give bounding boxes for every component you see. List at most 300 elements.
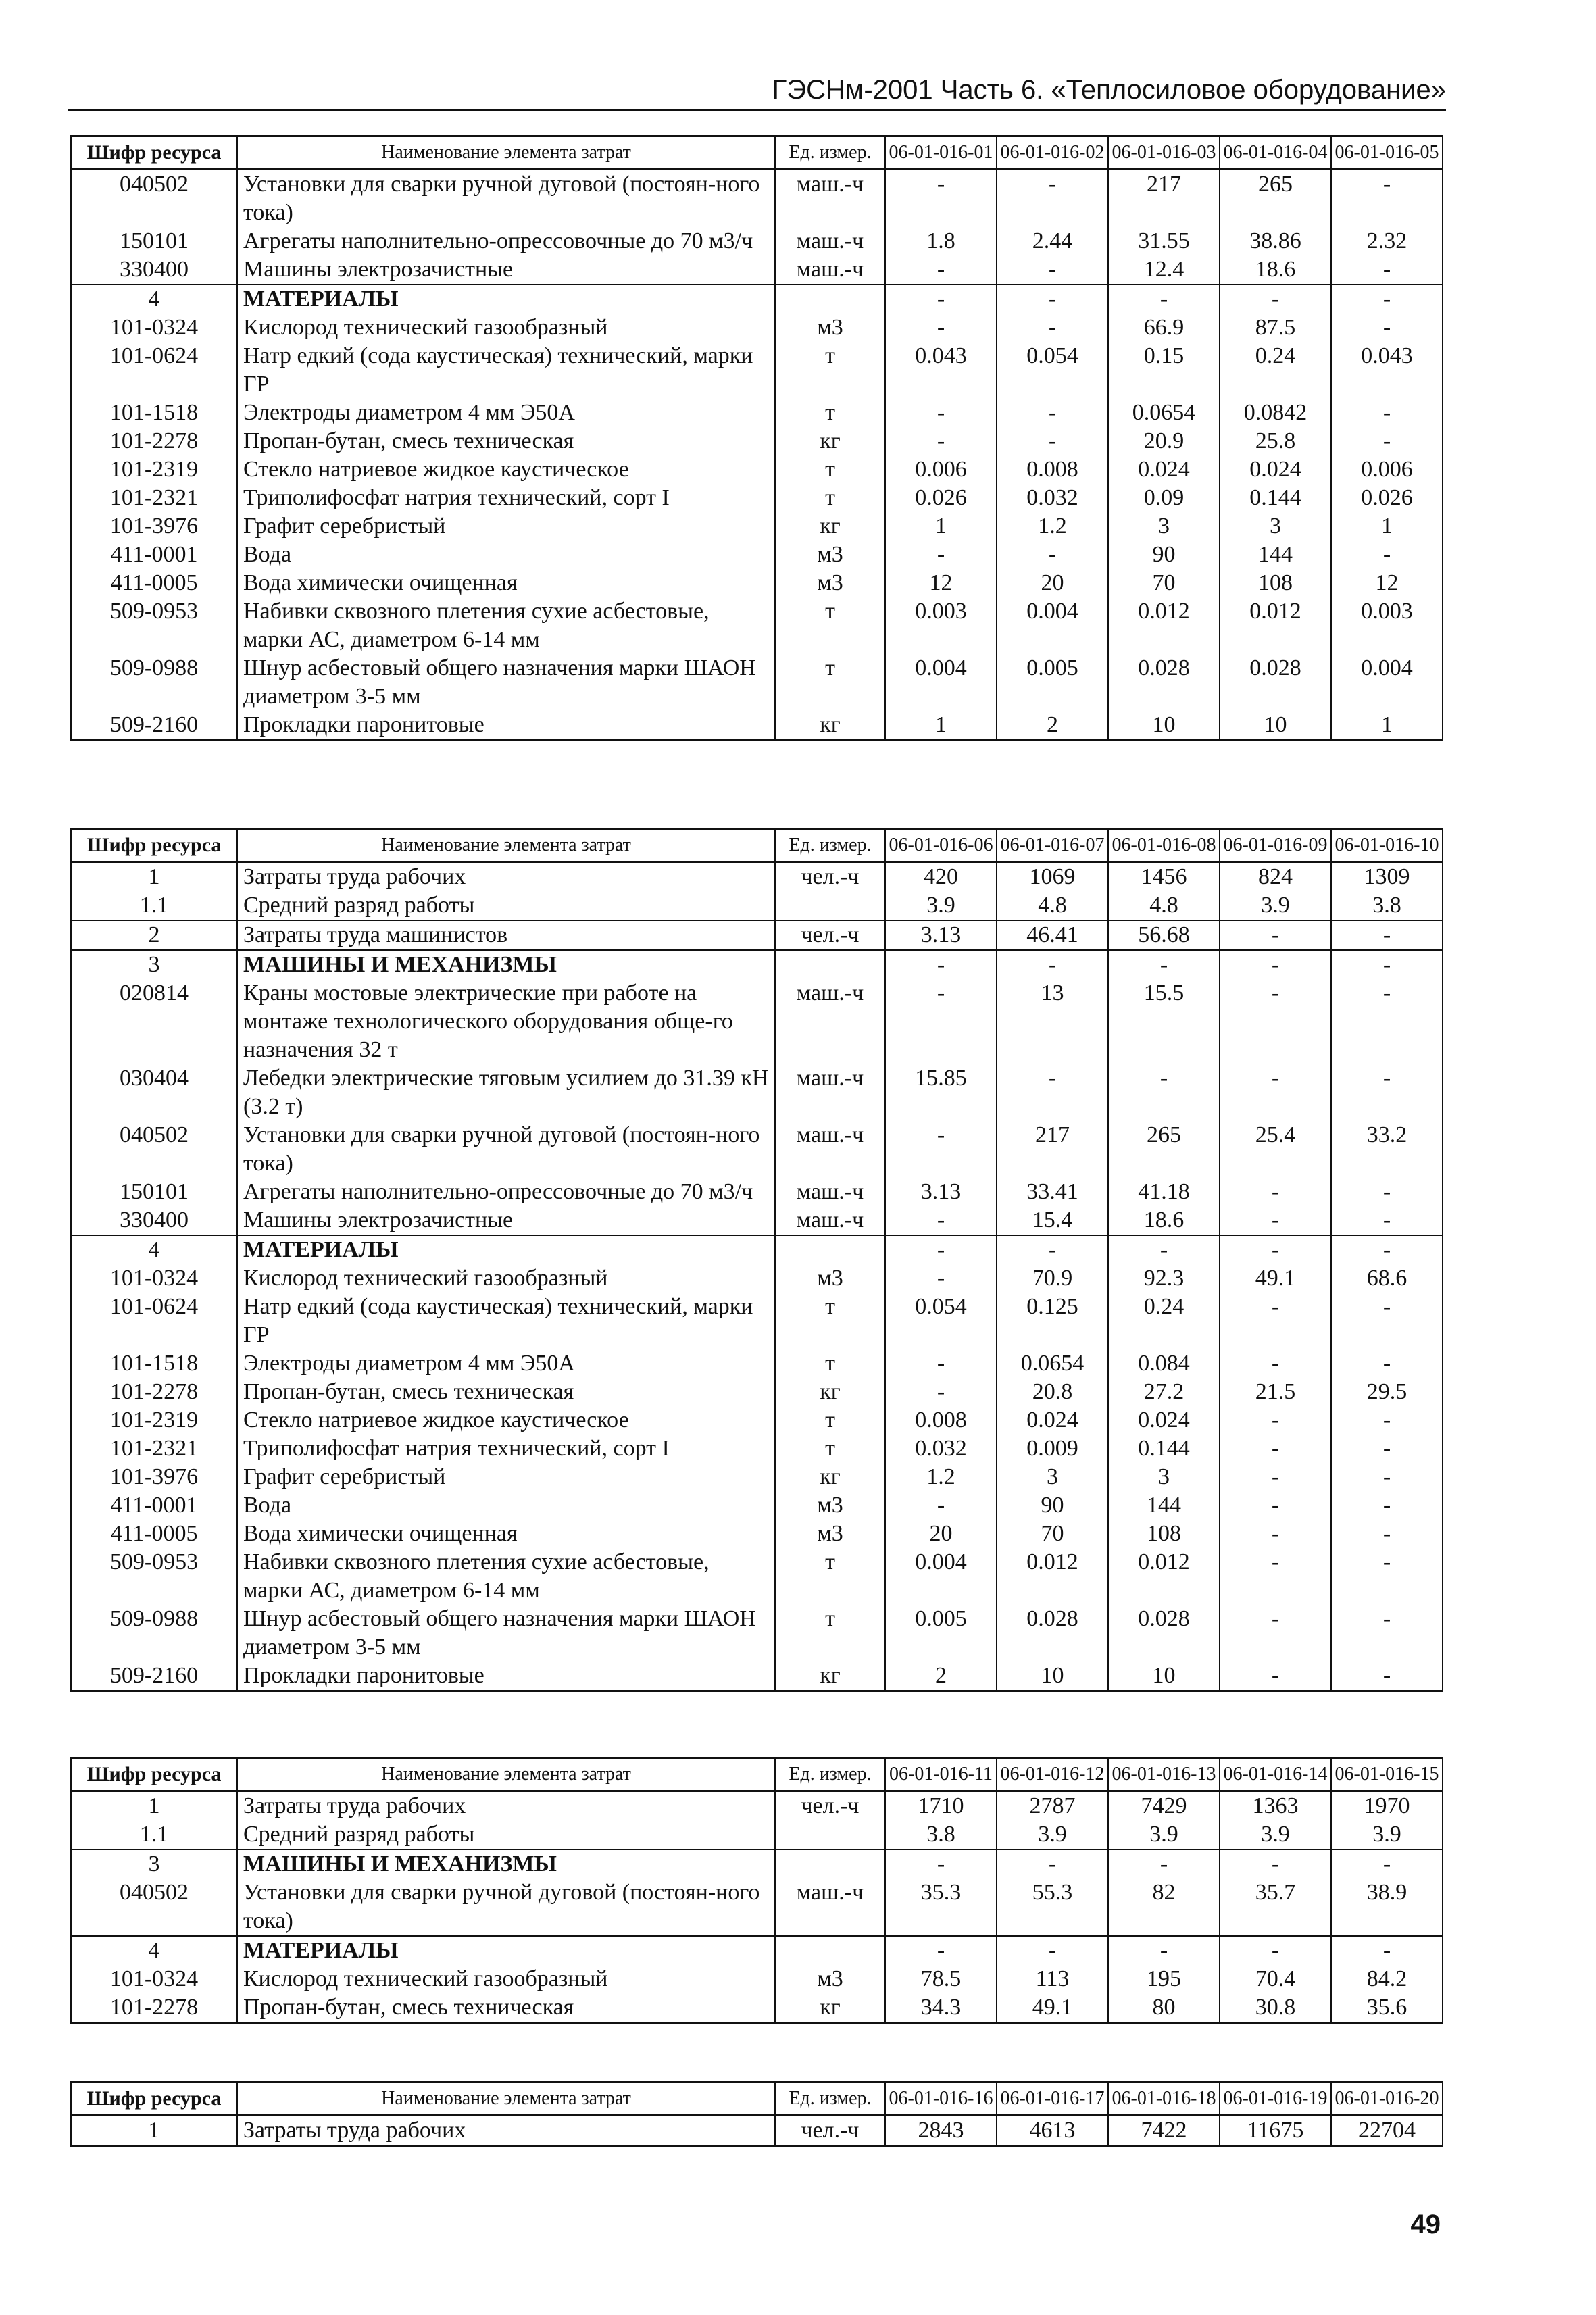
cell-unit: т — [775, 597, 885, 654]
cell-value: 2.32 — [1331, 227, 1443, 255]
cell-value: 12.4 — [1108, 255, 1220, 284]
cell-code: 101-0624 — [71, 1293, 237, 1349]
cell-value: - — [1220, 1849, 1331, 1878]
cell-code: 509-0988 — [71, 1605, 237, 1662]
header-norm-code: 06-01-016-01 — [885, 136, 997, 170]
cell-value: - — [1331, 1463, 1443, 1491]
cell-code: 3 — [71, 1849, 237, 1878]
cell-value: 420 — [885, 862, 997, 892]
cell-value: 0.054 — [997, 342, 1108, 399]
cell-value: 15.5 — [1108, 979, 1220, 1064]
cell-value: 4.8 — [997, 891, 1108, 920]
header-norm-code: 06-01-016-19 — [1220, 2083, 1331, 2116]
cell-value: 144 — [1108, 1491, 1220, 1520]
cell-value: 0.032 — [997, 484, 1108, 512]
table-row — [71, 1605, 1443, 1662]
cell-code: 1 — [71, 862, 237, 892]
cell-name: МАШИНЫ И МЕХАНИЗМЫ — [237, 1849, 775, 1878]
cell-value: 824 — [1220, 862, 1331, 892]
cell-value: 0.0654 — [997, 1349, 1108, 1378]
cell-value: 84.2 — [1331, 1965, 1443, 1993]
cell-unit: т — [775, 654, 885, 711]
table-row — [71, 1378, 1443, 1406]
cell-value: 217 — [997, 1121, 1108, 1178]
cell-name: Триполифосфат натрия технический, сорт I — [237, 1435, 775, 1463]
cell-unit: чел.-ч — [775, 2116, 885, 2146]
cell-unit: кг — [775, 1463, 885, 1491]
header-norm-code: 06-01-016-13 — [1108, 1758, 1220, 1791]
header-norm-code: 06-01-016-10 — [1331, 829, 1443, 862]
cell-value: 3.9 — [1331, 1820, 1443, 1849]
cell-value: 1970 — [1331, 1791, 1443, 1821]
cell-code: 4 — [71, 1936, 237, 1965]
cell-value: 0.008 — [885, 1406, 997, 1435]
table-row — [71, 1820, 1443, 1849]
table-row — [71, 654, 1443, 711]
cell-value: - — [1220, 950, 1331, 979]
table-row — [71, 1662, 1443, 1691]
cell-value: - — [885, 255, 997, 284]
table-row — [71, 1936, 1443, 1965]
cell-unit: маш.-ч — [775, 1178, 885, 1206]
cell-value: 3 — [1108, 1463, 1220, 1491]
cell-value: - — [885, 427, 997, 455]
cell-value: - — [1331, 255, 1443, 284]
table-row — [71, 920, 1443, 950]
cell-value: - — [885, 1206, 997, 1235]
cell-value: 20 — [997, 569, 1108, 597]
cell-value: - — [1220, 1936, 1331, 1965]
cell-name: Затраты труда рабочих — [237, 862, 775, 892]
cell-name: Вода — [237, 541, 775, 569]
cell-unit: т — [775, 1605, 885, 1662]
table-row — [71, 1849, 1443, 1878]
cell-value: - — [1220, 979, 1331, 1064]
table-row — [71, 711, 1443, 741]
cell-value: 0.003 — [1331, 597, 1443, 654]
header-norm-code: 06-01-016-02 — [997, 136, 1108, 170]
cell-value: - — [885, 1121, 997, 1178]
cell-unit — [775, 1820, 885, 1849]
cell-code: 411-0001 — [71, 1491, 237, 1520]
cell-name: Машины электрозачистные — [237, 1206, 775, 1235]
cell-value: - — [885, 314, 997, 342]
header-norm-code: 06-01-016-17 — [997, 2083, 1108, 2116]
table-row — [71, 1064, 1443, 1121]
cell-value: - — [1331, 1548, 1443, 1605]
cell-value: - — [1331, 920, 1443, 950]
header-code: Шифр ресурса — [71, 1758, 237, 1791]
header-unit: Ед. измер. — [775, 2083, 885, 2116]
cell-value: 27.2 — [1108, 1378, 1220, 1406]
cell-value: 0.24 — [1108, 1293, 1220, 1349]
cell-name: Лебедки электрические тяговым усилием до 31.39 кН (3.2 т) — [237, 1064, 775, 1121]
cell-name: Стекло натриевое жидкое каустическое — [237, 1406, 775, 1435]
cell-unit — [775, 1849, 885, 1878]
cell-value: 3.9 — [1108, 1820, 1220, 1849]
cell-code: 101-0324 — [71, 1965, 237, 1993]
table-row — [71, 1178, 1443, 1206]
cell-code: 3 — [71, 950, 237, 979]
cell-unit: кг — [775, 711, 885, 741]
cell-code: 4 — [71, 1235, 237, 1264]
cell-name: Пропан-бутан, смесь техническая — [237, 1993, 775, 2023]
page-number: 49 — [1410, 2210, 1441, 2239]
cell-code: 101-2319 — [71, 455, 237, 484]
cell-value: - — [1331, 979, 1443, 1064]
table-row — [71, 1235, 1443, 1264]
cell-name: МАШИНЫ И МЕХАНИЗМЫ — [237, 950, 775, 979]
cell-value: - — [1220, 1235, 1331, 1264]
cell-value: - — [1331, 1605, 1443, 1662]
table-row — [71, 1791, 1443, 1821]
cell-name: Установки для сварки ручной дуговой (постоян-ного тока) — [237, 1878, 775, 1936]
cell-value: 90 — [997, 1491, 1108, 1520]
cell-value: - — [1220, 1548, 1331, 1605]
cell-value: 7429 — [1108, 1791, 1220, 1821]
header-norm-code: 06-01-016-18 — [1108, 2083, 1220, 2116]
cell-value: - — [885, 541, 997, 569]
table-row — [71, 1349, 1443, 1378]
cell-value: - — [997, 399, 1108, 427]
cell-value: 20.9 — [1108, 427, 1220, 455]
cell-value: 10 — [1220, 711, 1331, 741]
cell-value: - — [1331, 1662, 1443, 1691]
cell-value: 108 — [1220, 569, 1331, 597]
cell-value: - — [997, 1849, 1108, 1878]
table-row — [71, 1435, 1443, 1463]
cell-unit: т — [775, 1548, 885, 1605]
cell-name: Графит серебристый — [237, 512, 775, 541]
cell-value: - — [1220, 1206, 1331, 1235]
cell-unit: чел.-ч — [775, 920, 885, 950]
cell-unit: м3 — [775, 569, 885, 597]
cell-unit: т — [775, 399, 885, 427]
cell-value: 3.13 — [885, 920, 997, 950]
table-row — [71, 227, 1443, 255]
cell-value: 80 — [1108, 1993, 1220, 2023]
cell-unit: м3 — [775, 1264, 885, 1293]
cell-value: 1.8 — [885, 227, 997, 255]
cell-unit: кг — [775, 1378, 885, 1406]
cell-value: 46.41 — [997, 920, 1108, 950]
cell-value: - — [1331, 314, 1443, 342]
cell-code: 330400 — [71, 1206, 237, 1235]
cell-name: Вода — [237, 1491, 775, 1520]
cell-unit: маш.-ч — [775, 1121, 885, 1178]
header-name: Наименование элемента затрат — [237, 2083, 775, 2116]
cell-value: 21.5 — [1220, 1378, 1331, 1406]
cell-value: - — [1108, 1849, 1220, 1878]
table-row — [71, 484, 1443, 512]
cell-name: Пропан-бутан, смесь техническая — [237, 427, 775, 455]
cell-unit: т — [775, 342, 885, 399]
cell-value: 0.043 — [1331, 342, 1443, 399]
cell-value: 15.4 — [997, 1206, 1108, 1235]
cell-value: - — [885, 950, 997, 979]
cell-name: Кислород технический газообразный — [237, 1965, 775, 1993]
cell-name: Стекло натриевое жидкое каустическое — [237, 455, 775, 484]
cell-value: 10 — [1108, 711, 1220, 741]
header-name: Наименование элемента затрат — [237, 136, 775, 170]
cell-code: 101-2278 — [71, 427, 237, 455]
cell-value: 2 — [997, 711, 1108, 741]
cell-unit: кг — [775, 427, 885, 455]
cell-value: 3.9 — [885, 891, 997, 920]
cell-name: Пропан-бутан, смесь техническая — [237, 1378, 775, 1406]
cell-unit: т — [775, 1435, 885, 1463]
cell-code: 101-2278 — [71, 1378, 237, 1406]
cell-value: - — [1331, 284, 1443, 314]
cell-value: 7422 — [1108, 2116, 1220, 2146]
cell-code: 411-0005 — [71, 1520, 237, 1548]
cell-value: - — [1331, 950, 1443, 979]
cell-value: 1363 — [1220, 1791, 1331, 1821]
cell-value: - — [1331, 1178, 1443, 1206]
table-row — [71, 1463, 1443, 1491]
cell-code: 101-0324 — [71, 314, 237, 342]
header-norm-code: 06-01-016-09 — [1220, 829, 1331, 862]
cell-code: 509-0953 — [71, 1548, 237, 1605]
cell-unit: т — [775, 1406, 885, 1435]
cell-code: 509-0988 — [71, 654, 237, 711]
cell-unit: маш.-ч — [775, 170, 885, 228]
cell-value: 0.004 — [1331, 654, 1443, 711]
cell-value: 10 — [997, 1662, 1108, 1691]
cell-value: 41.18 — [1108, 1178, 1220, 1206]
cell-value: 0.125 — [997, 1293, 1108, 1349]
cell-value: 35.3 — [885, 1878, 997, 1936]
cell-code: 040502 — [71, 170, 237, 228]
cell-value: 1456 — [1108, 862, 1220, 892]
cell-value: - — [1220, 1520, 1331, 1548]
cell-value: 0.043 — [885, 342, 997, 399]
cell-value: 10 — [1108, 1662, 1220, 1691]
cell-unit: кг — [775, 1662, 885, 1691]
cell-value: - — [1331, 1064, 1443, 1121]
cell-code: 509-2160 — [71, 1662, 237, 1691]
cell-unit — [775, 891, 885, 920]
table-row — [71, 342, 1443, 399]
cell-name: Натр едкий (сода каустическая) технический, марки ГР — [237, 342, 775, 399]
table-row — [71, 314, 1443, 342]
cell-name: МАТЕРИАЛЫ — [237, 1235, 775, 1264]
cell-unit: маш.-ч — [775, 979, 885, 1064]
cell-name: Затраты труда машинистов — [237, 920, 775, 950]
cell-value: - — [997, 284, 1108, 314]
cell-value: - — [885, 1378, 997, 1406]
table-row — [71, 1206, 1443, 1235]
cell-name: Вода химически очищенная — [237, 569, 775, 597]
cell-value: 3 — [1108, 512, 1220, 541]
cell-value: 2843 — [885, 2116, 997, 2146]
cell-code: 1.1 — [71, 891, 237, 920]
cell-value: 0.0842 — [1220, 399, 1331, 427]
cell-code: 030404 — [71, 1064, 237, 1121]
cell-name: Графит серебристый — [237, 1463, 775, 1491]
cell-value: 35.6 — [1331, 1993, 1443, 2023]
cell-value: 2787 — [997, 1791, 1108, 1821]
cell-value: 66.9 — [1108, 314, 1220, 342]
header-norm-code: 06-01-016-11 — [885, 1758, 997, 1791]
resource-table — [70, 135, 1443, 741]
cell-value: - — [1220, 1406, 1331, 1435]
cell-value: - — [997, 950, 1108, 979]
cell-value: - — [1331, 1293, 1443, 1349]
cell-value: 0.005 — [885, 1605, 997, 1662]
table-row — [71, 427, 1443, 455]
cell-value: - — [997, 1936, 1108, 1965]
cell-unit: м3 — [775, 1491, 885, 1520]
cell-value: - — [1220, 1662, 1331, 1691]
cell-name: Средний разряд работы — [237, 1820, 775, 1849]
cell-value: - — [1220, 1293, 1331, 1349]
table-row — [71, 399, 1443, 427]
cell-unit: маш.-ч — [775, 1064, 885, 1121]
cell-value: - — [1331, 1406, 1443, 1435]
cell-value: - — [1331, 541, 1443, 569]
header-norm-code: 06-01-016-15 — [1331, 1758, 1443, 1791]
cell-value: 0.004 — [885, 654, 997, 711]
header-norm-code: 06-01-016-04 — [1220, 136, 1331, 170]
resource-table — [70, 2081, 1443, 2147]
cell-value: 1 — [885, 512, 997, 541]
cell-value: - — [885, 1235, 997, 1264]
cell-name: Агрегаты наполнительно-опрессовочные до 70 м3/ч — [237, 1178, 775, 1206]
cell-value: 15.85 — [885, 1064, 997, 1121]
cell-name: Электроды диаметром 4 мм Э50А — [237, 1349, 775, 1378]
cell-code: 509-0953 — [71, 597, 237, 654]
header-code: Шифр ресурса — [71, 2083, 237, 2116]
cell-code: 101-2321 — [71, 1435, 237, 1463]
cell-value: 0.024 — [1108, 455, 1220, 484]
cell-code: 1 — [71, 1791, 237, 1821]
cell-code: 101-0624 — [71, 342, 237, 399]
cell-value: 3.8 — [1331, 891, 1443, 920]
cell-value: 265 — [1108, 1121, 1220, 1178]
cell-value: 195 — [1108, 1965, 1220, 1993]
cell-value: - — [1220, 1463, 1331, 1491]
cell-value: - — [885, 1849, 997, 1878]
cell-value: 70.9 — [997, 1264, 1108, 1293]
header-norm-code: 06-01-016-05 — [1331, 136, 1443, 170]
cell-value: 90 — [1108, 541, 1220, 569]
table-row — [71, 255, 1443, 284]
cell-unit — [775, 950, 885, 979]
cell-value: 0.005 — [997, 654, 1108, 711]
cell-value: 0.008 — [997, 455, 1108, 484]
cell-value: 4613 — [997, 2116, 1108, 2146]
resource-table — [70, 1757, 1443, 2024]
cell-code: 330400 — [71, 255, 237, 284]
cell-name: Затраты труда рабочих — [237, 1791, 775, 1821]
cell-code: 040502 — [71, 1878, 237, 1936]
header-norm-code: 06-01-016-08 — [1108, 829, 1220, 862]
cell-value: 18.6 — [1108, 1206, 1220, 1235]
cell-unit: маш.-ч — [775, 255, 885, 284]
cell-value: 1 — [1331, 711, 1443, 741]
cell-value: 0.024 — [997, 1406, 1108, 1435]
cell-value: 0.004 — [885, 1548, 997, 1605]
header-norm-code: 06-01-016-07 — [997, 829, 1108, 862]
header-norm-code: 06-01-016-06 — [885, 829, 997, 862]
cell-value: 20 — [885, 1520, 997, 1548]
cell-unit: маш.-ч — [775, 1206, 885, 1235]
table-row — [71, 950, 1443, 979]
cell-value: 13 — [997, 979, 1108, 1064]
cell-code: 4 — [71, 284, 237, 314]
table-row — [71, 979, 1443, 1064]
cell-value: 2.44 — [997, 227, 1108, 255]
cell-value: 49.1 — [997, 1993, 1108, 2023]
cell-unit — [775, 1235, 885, 1264]
cell-value: 0.09 — [1108, 484, 1220, 512]
cell-value: 3 — [1220, 512, 1331, 541]
table-row — [71, 541, 1443, 569]
cell-value: 20.8 — [997, 1378, 1108, 1406]
cell-value: 1069 — [997, 862, 1108, 892]
cell-unit: м3 — [775, 1965, 885, 1993]
cell-value: - — [997, 170, 1108, 228]
table-row — [71, 1121, 1443, 1178]
cell-value: 0.144 — [1220, 484, 1331, 512]
cell-value: 0.009 — [997, 1435, 1108, 1463]
cell-name: Установки для сварки ручной дуговой (постоян-ного тока) — [237, 170, 775, 228]
cell-value: 0.012 — [997, 1548, 1108, 1605]
table-row — [71, 1878, 1443, 1936]
cell-value: - — [885, 1349, 997, 1378]
cell-code: 101-2319 — [71, 1406, 237, 1435]
cell-value: 0.026 — [1331, 484, 1443, 512]
cell-unit — [775, 1936, 885, 1965]
cell-value: 3.8 — [885, 1820, 997, 1849]
cell-value: 70.4 — [1220, 1965, 1331, 1993]
table-row — [71, 569, 1443, 597]
cell-value: 34.3 — [885, 1993, 997, 2023]
cell-code: 101-0324 — [71, 1264, 237, 1293]
cell-value: 2 — [885, 1662, 997, 1691]
cell-value: 0.028 — [1108, 654, 1220, 711]
cell-value: 12 — [1331, 569, 1443, 597]
cell-value: 35.7 — [1220, 1878, 1331, 1936]
cell-value: 0.004 — [997, 597, 1108, 654]
table-row — [71, 1491, 1443, 1520]
cell-name: Набивки сквозного плетения сухие асбестовые, марки АС, диаметром 6-14 мм — [237, 597, 775, 654]
cell-value: - — [1331, 1491, 1443, 1520]
header-norm-code: 06-01-016-14 — [1220, 1758, 1331, 1791]
cell-code: 101-3976 — [71, 1463, 237, 1491]
header-unit: Ед. измер. — [775, 1758, 885, 1791]
cell-name: Краны мостовые электрические при работе на монтаже технологического оборудования обще-го назначения 32 т — [237, 979, 775, 1064]
cell-unit — [775, 284, 885, 314]
cell-value: 0.024 — [1108, 1406, 1220, 1435]
cell-unit: кг — [775, 1993, 885, 2023]
cell-code: 150101 — [71, 1178, 237, 1206]
cell-unit: чел.-ч — [775, 1791, 885, 1821]
cell-value: 55.3 — [997, 1878, 1108, 1936]
cell-value: - — [1220, 1605, 1331, 1662]
table-row — [71, 862, 1443, 892]
cell-value: 108 — [1108, 1520, 1220, 1548]
cell-value: 0.028 — [1108, 1605, 1220, 1662]
cell-value: 265 — [1220, 170, 1331, 228]
header-name: Наименование элемента затрат — [237, 1758, 775, 1791]
cell-unit: т — [775, 455, 885, 484]
table-row — [71, 455, 1443, 484]
cell-code: 1 — [71, 2116, 237, 2146]
cell-unit: чел.-ч — [775, 862, 885, 892]
cell-value: 30.8 — [1220, 1993, 1331, 2023]
